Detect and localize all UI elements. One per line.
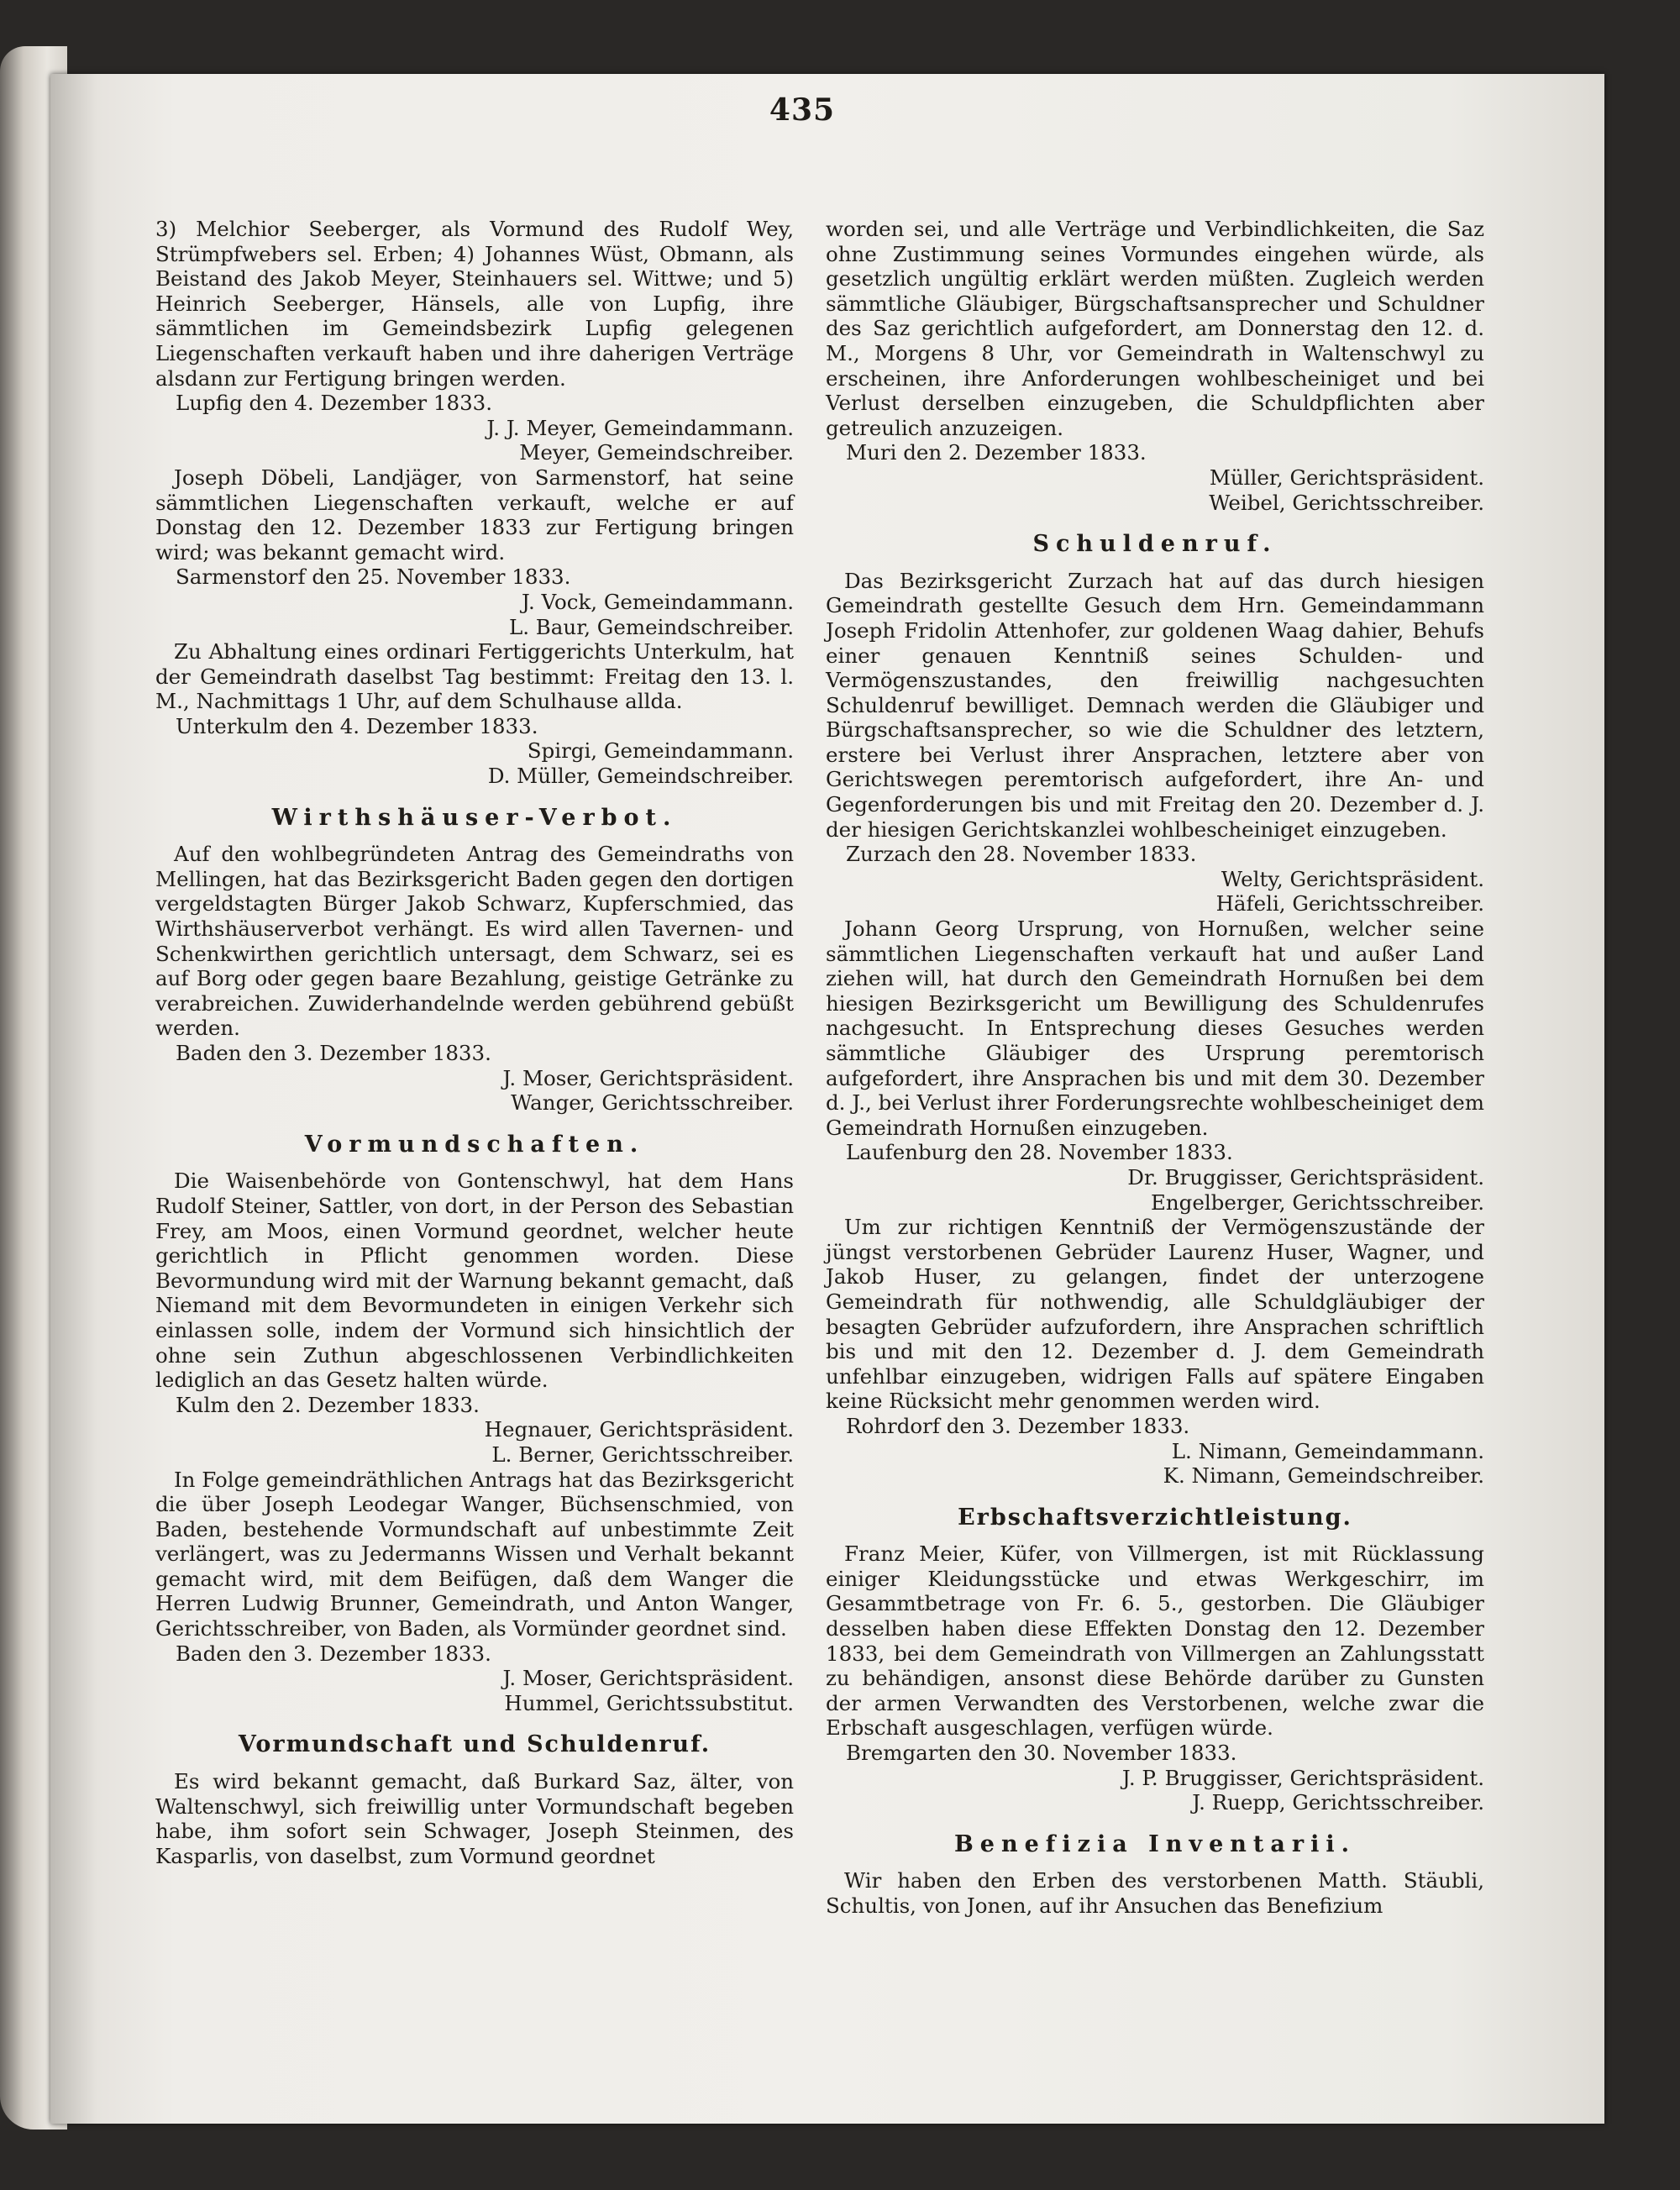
notice-paragraph: Zu Abhaltung eines ordinari Fertiggerichts Unterkulm, hat der Gemeindrath daselbst Tag bestimmt: Freitag den 13. l. M., Nachmittags 1 Uhr, auf dem Schulhause allda. xyxy=(155,639,794,714)
page-number: 435 xyxy=(769,92,836,128)
notice-signature: L. Nimann, Gemeindammann. xyxy=(1171,1438,1484,1463)
right-column xyxy=(826,217,1484,1919)
notice-date: Baden den 3. Dezember 1833. xyxy=(176,1041,491,1065)
section-heading: Vormundschaft und Schuldenruf. xyxy=(238,1731,711,1758)
notice-signature: Häfeli, Gerichtsschreiber. xyxy=(1215,891,1484,916)
notice-date: Baden den 3. Dezember 1833. xyxy=(176,1641,491,1666)
notice-signature: Weibel, Gerichtsschreiber. xyxy=(1209,490,1484,515)
notice-paragraph: Johann Georg Ursprung, von Hornußen, welcher seine sämmtlichen Liegenschaften verkauft hat und außer Land ziehen will, hat durch den Gemeindrath Hornußen bei dem hiesigen Bezirksgericht um Bewilligung des Schuldenrufes nachgesucht. In Entsprechung dieses Gesuches werden sämmtliche Gläubiger des Ursprung peremtorisch aufgefordert, ihre Ansprachen bis und mit dem 30. Dezember d. J., bei Verlust ihrer Forderungsrechte wohlbescheiniget dem Gemeindrath Hornußen einzugeben. xyxy=(826,916,1484,1140)
notice-date: Laufenburg den 28. November 1833. xyxy=(846,1140,1233,1165)
notice-date: Rohrdorf den 3. Dezember 1833. xyxy=(846,1413,1190,1438)
notice-paragraph: Es wird bekannt gemacht, daß Burkard Saz, älter, von Waltenschwyl, sich freiwillig unter Vormundschaft begeben habe, ihm sofort sein Schwager, Joseph Steinmen, des Kasparlis, von daselbst, zum Vormund geordnet xyxy=(155,1769,794,1868)
notice-signature: J. Moser, Gerichtspräsident. xyxy=(502,1666,794,1691)
section-heading: Erbschaftsverzichtleistung. xyxy=(958,1504,1352,1531)
notice-signature: J. Ruepp, Gerichtsschreiber. xyxy=(1192,1790,1484,1815)
section-heading: Vormundschaften. xyxy=(304,1131,645,1158)
notice-date: Sarmenstorf den 25. November 1833. xyxy=(176,565,571,590)
notice-signature: J. Moser, Gerichtspräsident. xyxy=(502,1065,794,1090)
section-heading: Wirthshäuser-Verbot. xyxy=(271,804,678,831)
notice-signature: Engelberger, Gerichtsschreiber. xyxy=(1150,1190,1484,1215)
notice-signature: J. P. Bruggisser, Gerichtspräsident. xyxy=(1121,1765,1484,1790)
left-column xyxy=(155,217,794,1868)
notice-signature: L. Berner, Gerichtsschreiber. xyxy=(491,1442,794,1467)
notice-paragraph: Um zur richtigen Kenntniß der Vermögenszustände der jüngst verstorbenen Gebrüder Laurenz Huser, Wagner, und Jakob Huser, zu gelangen, findet der unterzogene Gemeindrath für nothwendig, alle Schuldgläubiger der besagten Gebrüder aufzufordern, ihre Ansprachen schriftlich bis und mit den 12. Dezember d. J. dem Gemeindrath unfehlbar einzugeben, widrigen Falls auf spätere Eingaben keine Rücksicht mehr genommen werden wird. xyxy=(826,1215,1484,1414)
notice-signature: Hummel, Gerichtssubstitut. xyxy=(504,1690,794,1715)
notice-paragraph: Die Waisenbehörde von Gontenschwyl, hat dem Hans Rudolf Steiner, Sattler, von dort, in der Person des Sebastian Frey, am Moos, einen Vormund geordnet, welcher heute gerichtlich in Pflicht genommen worden. Diese Bevormundung wird mit der Warnung bekannt gemacht, daß Niemand mit dem Bevormundeten in einigen Verkehr sich einlassen solle, indem der Vormund sich hinsichtlich der ohne sein Zuthun abgeschlossenen Verbindlichkeiten lediglich an das Gesetz halten würde. xyxy=(155,1169,794,1393)
notice-signature: Spirgi, Gemeindammann. xyxy=(527,738,794,764)
notice-date: Kulm den 2. Dezember 1833. xyxy=(176,1392,480,1417)
notice-paragraph: Franz Meier, Küfer, von Villmergen, ist mit Rücklassung einiger Kleidungsstücke und etwas Werkgeschirr, im Gesammtbetrage von Fr. 6. 5., gestorben. Die Gläubiger desselben haben diese Effekten Donstag den 12. Dezember 1833, bei dem Gemeindrath von Villmergen an Zahlungsstatt zu behändigen, ansonst diese Behörde darüber zu Gunsten der armen Verwandten des Verstorbenen, welche zwar die Erbschaft ausgeschlagen, verfügen würde. xyxy=(826,1541,1484,1741)
notice-paragraph: 3) Melchior Seeberger, als Vormund des Rudolf Wey, Strümpfwebers sel. Erben; 4) Johannes Wüst, Obmann, als Beistand des Jakob Meyer, Steinhauers sel. Wittwe; und 5) Heinrich Seeberger, Hänsels, alle von Lupfig, ihre sämmtlichen im Gemeindsbezirk Lupfig gelegenen Liegenschaften verkauft haben und ihre daherigen Verträge alsdann zur Fertigung bringen werden. xyxy=(155,217,794,391)
notice-paragraph: Wir haben den Erben des verstorbenen Matth. Stäubli, Schultis, von Jonen, auf ihr Ansuchen das Benefizium xyxy=(826,1868,1484,1918)
notice-paragraph: Auf den wohlbegründeten Antrag des Gemeindraths von Mellingen, hat das Bezirksgericht Baden gegen den dortigen vergeldstagten Bürger Jakob Schwarz, Kupferschmied, das Wirthshäuserverbot verhängt. Es wird allen Tavernen- und Schenkwirthen gerichtlich untersagt, dem Schwarz, sei es auf Borg oder gegen baare Bezahlung, geistige Getränke zu verabreichen. Zuwiderhandelnde werden gebührend gebüßt werden. xyxy=(155,842,794,1041)
notice-date: Bremgarten den 30. November 1833. xyxy=(846,1741,1237,1766)
notice-signature: J. J. Meyer, Gemeindammann. xyxy=(486,415,794,440)
notice-date: Muri den 2. Dezember 1833. xyxy=(846,440,1147,465)
notice-paragraph: Das Bezirksgericht Zurzach hat auf das durch hiesigen Gemeindrath gestellte Gesuch dem Hrn. Gemeindammann Joseph Fridolin Attenhofer, zur goldenen Waag dahier, Behufs einer genauen Kenntniß seines Schulden- und Vermögenszustandes, den freiwillig nachgesuchten Schuldenruf bewilliget. Demnach werden die Gläubiger und Bürgschaftsansprecher, so wie die Schuldner des letztern, erstere bei Verlust ihrer Ansprachen, letztere aber von Gerichtswegen peremtorisch aufgefordert, ihre An- und Gegenforderungen bis und mit Freitag den 20. Dezember d. J. der hiesigen Gerichtskanzlei wohlbescheiniget einzugeben. xyxy=(826,568,1484,842)
notice-signature: K. Nimann, Gemeindschreiber. xyxy=(1163,1463,1484,1489)
notice-signature: J. Vock, Gemeindammann. xyxy=(522,589,794,614)
notice-date: Zurzach den 28. November 1833. xyxy=(846,842,1197,867)
notice-paragraph: worden sei, und alle Verträge und Verbindlichkeiten, die Saz ohne Zustimmung seines Vormundes eingehen würde, als gesetzlich ungültig erklärt werden müßten. Zugleich werden sämmtliche Gläubiger, Bürgschaftsansprecher und Schuldner des Saz gerichtlich aufgefordert, am Donnerstag den 12. d. M., Morgens 8 Uhr, vor Gemeindrath in Waltenschwyl zu erscheinen, ihre Anforderungen wohlbescheiniget und bei Verlust derselben einzugeben, die Schuldpflichten aber getreulich anzuzeigen. xyxy=(826,217,1484,440)
notice-signature: L. Baur, Gemeindschreiber. xyxy=(508,614,794,639)
notice-signature: Müller, Gerichtspräsident. xyxy=(1209,465,1484,490)
notice-paragraph: Joseph Döbeli, Landjäger, von Sarmenstorf, hat seine sämmtlichen Liegenschaften verkauft, welche er auf Donstag den 12. Dezember 1833 zur Fertigung bringen wird; was bekannt gemacht wird. xyxy=(155,465,794,565)
notice-date: Lupfig den 4. Dezember 1833. xyxy=(176,391,493,416)
notice-signature: Welty, Gerichtspräsident. xyxy=(1221,866,1484,891)
section-heading: Schuldenruf. xyxy=(1032,531,1278,558)
notice-date: Unterkulm den 4. Dezember 1833. xyxy=(176,713,538,738)
notice-paragraph: In Folge gemeindräthlichen Antrags hat das Bezirksgericht die über Joseph Leodegar Wanger, Büchsenschmied, von Baden, bestehende Vormundschaft auf unbestimmte Zeit verlängert, was zu Jedermanns Wissen und Verhalt bekannt gemacht wird, mit dem Beifügen, daß dem Wanger die Herren Ludwig Brunner, Gemeindrath, und Anton Wanger, Gerichtsschreiber, von Baden, als Vormünder geordnet sind. xyxy=(155,1467,794,1641)
notice-signature: Wanger, Gerichtsschreiber. xyxy=(511,1090,794,1116)
notice-signature: D. Müller, Gemeindschreiber. xyxy=(487,764,794,789)
section-heading: Benefizia Inventarii. xyxy=(953,1830,1357,1857)
notice-signature: Hegnauer, Gerichtspräsident. xyxy=(484,1417,794,1442)
notice-signature: Dr. Bruggisser, Gerichtspräsident. xyxy=(1127,1164,1484,1190)
notice-signature: Meyer, Gemeindschreiber. xyxy=(519,440,794,465)
